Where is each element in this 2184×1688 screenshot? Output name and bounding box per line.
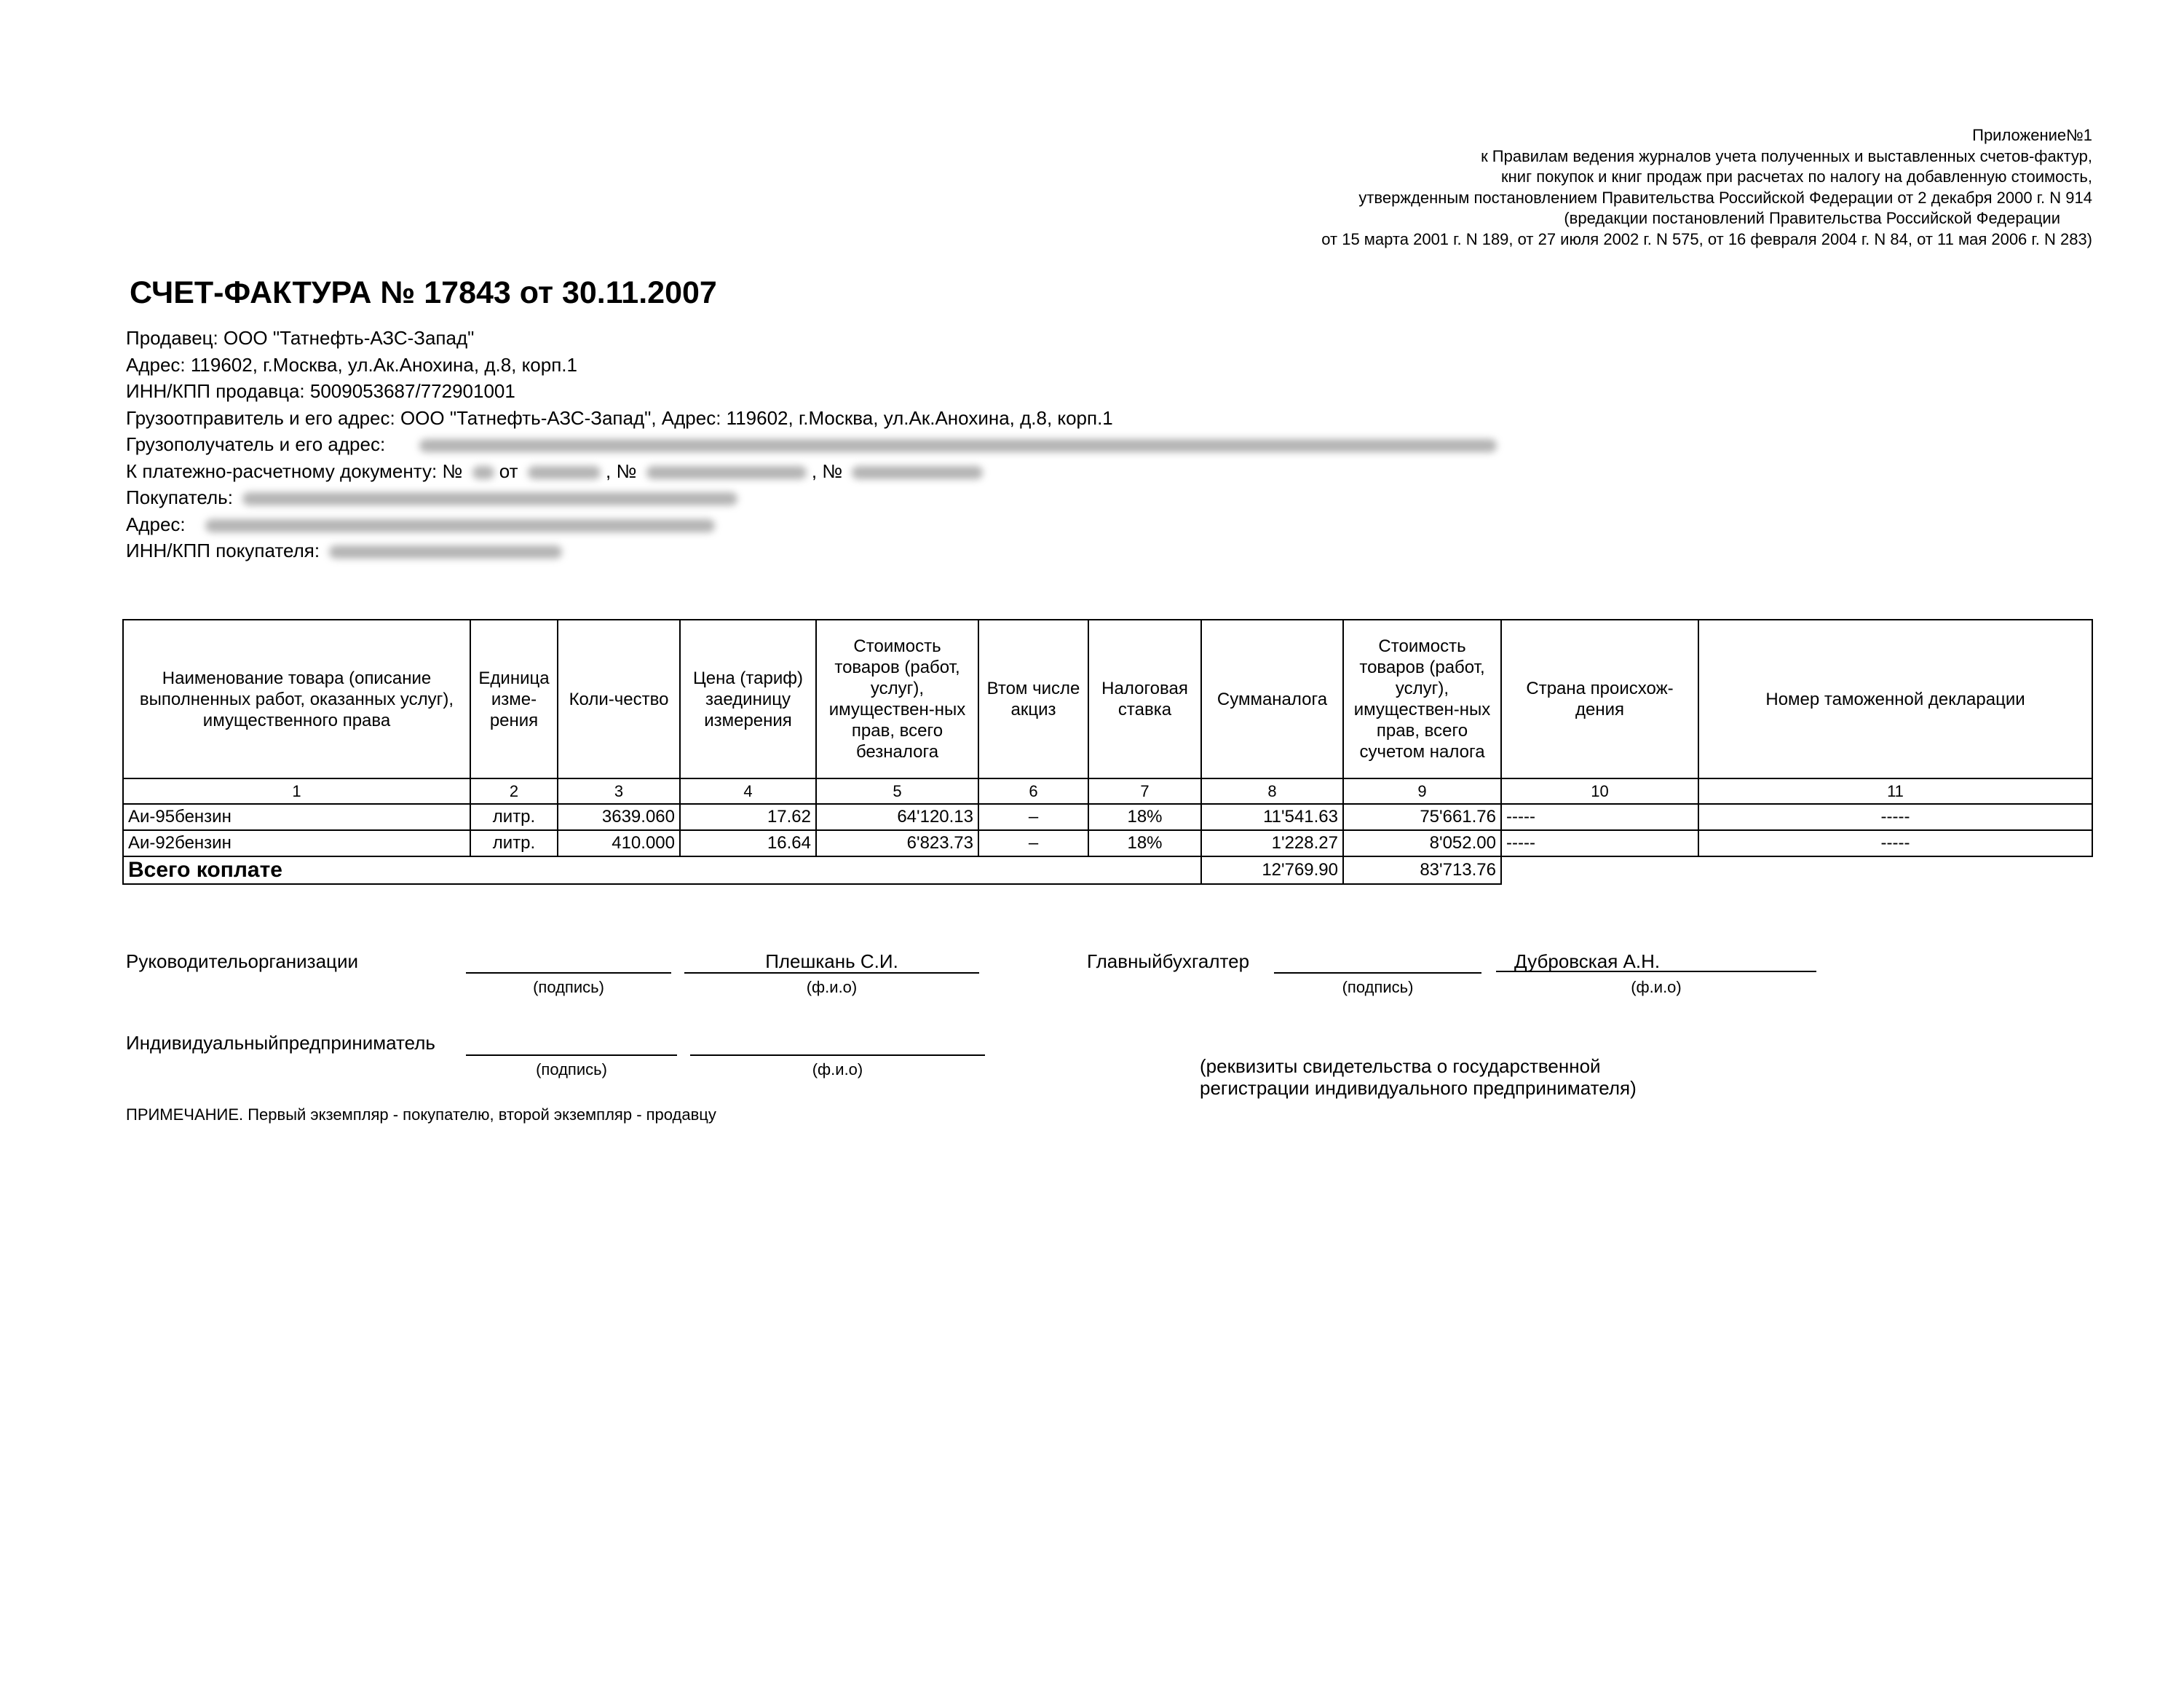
- appendix-line: Приложение№1: [1972, 126, 2092, 144]
- fio-caption: (ф.и.о): [812, 1060, 863, 1078]
- fio-caption: (ф.и.о): [1631, 978, 1682, 996]
- item-declaration: -----: [1698, 804, 2092, 830]
- column-number: 8: [1201, 778, 1343, 804]
- appendix-line: книг покупок и книг продаж при расчетах по налогу на добавленную стоимость,: [1501, 167, 2092, 186]
- column-header: Наименование товара (описание выполненных работ, оказанных услуг), имущественного права: [123, 620, 470, 778]
- item-name: Аи-92бензин: [123, 830, 470, 856]
- item-country: -----: [1501, 830, 1698, 856]
- head-name: Плешкань С.И.: [684, 950, 979, 974]
- column-header: Налоговая ставка: [1088, 620, 1201, 778]
- seller-inn-line: ИНН/КПП продавца: 5009053687/772901001: [126, 380, 515, 402]
- item-tax-sum: 1'228.27: [1201, 830, 1343, 856]
- item-unit: литр.: [470, 804, 558, 830]
- appendix-line: (вредакции постановлений Правительства Российской Федерации: [1564, 209, 2060, 227]
- appendix-line: к Правилам ведения журналов учета полученных и выставленных счетов-фактур,: [1481, 146, 2092, 165]
- item-excise: –: [978, 804, 1088, 830]
- column-number: 10: [1501, 778, 1698, 804]
- item-total: 75'661.76: [1343, 804, 1501, 830]
- entrepreneur-signature-line: [466, 1033, 677, 1056]
- payment-number-label-2: , №: [811, 460, 843, 482]
- consignee-label: Грузополучатель и его адрес:: [126, 433, 386, 455]
- total-sum: 83'713.76: [1343, 856, 1501, 884]
- redacted-buyer-inn: [329, 545, 562, 559]
- redacted-payment-date: [528, 466, 601, 479]
- seller-address-line: Адрес: 119602, г.Москва, ул.Ак.Анохина, д.8, корп.1: [126, 353, 577, 376]
- registration-line: регистрации индивидуального предпринимателя): [1200, 1077, 1637, 1099]
- payment-number-label: , №: [606, 460, 637, 482]
- accountant-name: Дубровская А.Н.: [1496, 950, 1816, 972]
- column-number: 11: [1698, 778, 2092, 804]
- appendix-reference: [1000, 125, 2092, 250]
- shipper-line: Грузоотправитель и его адрес: ООО "Татнефть-АЗС-Запад", Адрес: 119602, г.Москва, ул.Ак.Анохина, д.8, корп.1: [126, 406, 1113, 429]
- redacted-buyer: [242, 492, 737, 505]
- column-number: 5: [816, 778, 978, 804]
- column-number: 3: [558, 778, 680, 804]
- table-header-row: [123, 620, 2092, 778]
- redacted-payment-number: [472, 466, 494, 479]
- buyer-label: Покупатель:: [126, 486, 233, 508]
- buyer-address-line: [126, 511, 1497, 538]
- column-header: Номер таможенной декларации: [1698, 620, 2092, 778]
- item-country: -----: [1501, 804, 1698, 830]
- table-row: [123, 804, 2092, 830]
- invoice-table: [122, 619, 2093, 885]
- accountant-signature-line: [1274, 950, 1481, 974]
- invoice-details: [126, 325, 1497, 564]
- accountant-label: Главныйбухгалтер: [1087, 950, 1250, 972]
- redacted-payment-number-2: [646, 466, 807, 479]
- registration-details: [1200, 1055, 1637, 1099]
- item-unit: литр.: [470, 830, 558, 856]
- column-header: Цена (тариф) заединицу измерения: [680, 620, 816, 778]
- signature-caption: (подпись): [1342, 978, 1414, 996]
- entrepreneur-name-line: [690, 1033, 985, 1056]
- total-row: [123, 856, 2092, 884]
- footnote: ПРИМЕЧАНИЕ. Первый экземпляр - покупателю, второй экземпляр - продавцу: [126, 1105, 716, 1124]
- payment-doc-line: [126, 458, 1497, 485]
- buyer-line: [126, 484, 1497, 511]
- item-price: 16.64: [680, 830, 816, 856]
- column-number: 1: [123, 778, 470, 804]
- appendix-line: от 15 марта 2001 г. N 189, от 27 июля 2002 г. N 575, от 16 февраля 2004 г. N 84, от 11 мая 2006 г. N 283): [1321, 229, 2092, 248]
- item-total: 8'052.00: [1343, 830, 1501, 856]
- item-cost: 6'823.73: [816, 830, 978, 856]
- table-row: [123, 830, 2092, 856]
- head-signature-line: [466, 950, 671, 974]
- redacted-payment-number-3: [852, 466, 983, 479]
- item-quantity: 410.000: [558, 830, 680, 856]
- item-excise: –: [978, 830, 1088, 856]
- column-header: Единица изме-рения: [470, 620, 558, 778]
- column-number: 4: [680, 778, 816, 804]
- appendix-line: утвержденным постановлением Правительства Российской Федерации от 2 декабря 2000 г. N 914: [1358, 188, 2092, 207]
- signature-caption: (подпись): [533, 978, 604, 996]
- empty-cell: [1501, 856, 2092, 884]
- column-number: 2: [470, 778, 558, 804]
- column-header: Коли-чество: [558, 620, 680, 778]
- payment-from-label: от: [499, 460, 518, 482]
- column-number-row: [123, 778, 2092, 804]
- column-number: 9: [1343, 778, 1501, 804]
- column-header: Втом числе акциз: [978, 620, 1088, 778]
- head-label: Руководительорганизации: [126, 950, 358, 972]
- seller-line: Продавец: ООО "Татнефть-АЗС-Запад": [126, 327, 475, 349]
- buyer-inn-line: [126, 537, 1497, 564]
- item-price: 17.62: [680, 804, 816, 830]
- registration-line: (реквизиты свидетельства о государственной: [1200, 1055, 1601, 1077]
- buyer-inn-label: ИНН/КПП покупателя:: [126, 540, 320, 561]
- entrepreneur-label: Индивидуальныйпредприниматель: [126, 1032, 435, 1054]
- column-header: Сумманалога: [1201, 620, 1343, 778]
- column-header: Страна происхож-дения: [1501, 620, 1698, 778]
- column-number: 6: [978, 778, 1088, 804]
- column-header: Стоимость товаров (работ, услуг), имуществен-ных прав, всего безналога: [816, 620, 978, 778]
- consignee-line: [126, 431, 1497, 458]
- document-title: СЧЕТ-ФАКТУРА № 17843 от 30.11.2007: [130, 275, 717, 310]
- column-header: Стоимость товаров (работ, услуг), имуществен-ных прав, всего сучетом налога: [1343, 620, 1501, 778]
- item-quantity: 3639.060: [558, 804, 680, 830]
- column-number: 7: [1088, 778, 1201, 804]
- item-declaration: -----: [1698, 830, 2092, 856]
- total-tax: 12'769.90: [1201, 856, 1343, 884]
- redacted-consignee: [419, 439, 1497, 452]
- item-name: Аи-95бензин: [123, 804, 470, 830]
- item-tax-rate: 18%: [1088, 804, 1201, 830]
- fio-caption: (ф.и.о): [806, 978, 858, 996]
- signature-caption: (подпись): [536, 1060, 607, 1078]
- total-label: Всего коплате: [123, 856, 1201, 884]
- item-tax-sum: 11'541.63: [1201, 804, 1343, 830]
- item-tax-rate: 18%: [1088, 830, 1201, 856]
- payment-doc-label: К платежно-расчетному документу: №: [126, 460, 463, 482]
- buyer-address-label: Адрес:: [126, 513, 186, 535]
- item-cost: 64'120.13: [816, 804, 978, 830]
- redacted-buyer-address: [205, 519, 715, 532]
